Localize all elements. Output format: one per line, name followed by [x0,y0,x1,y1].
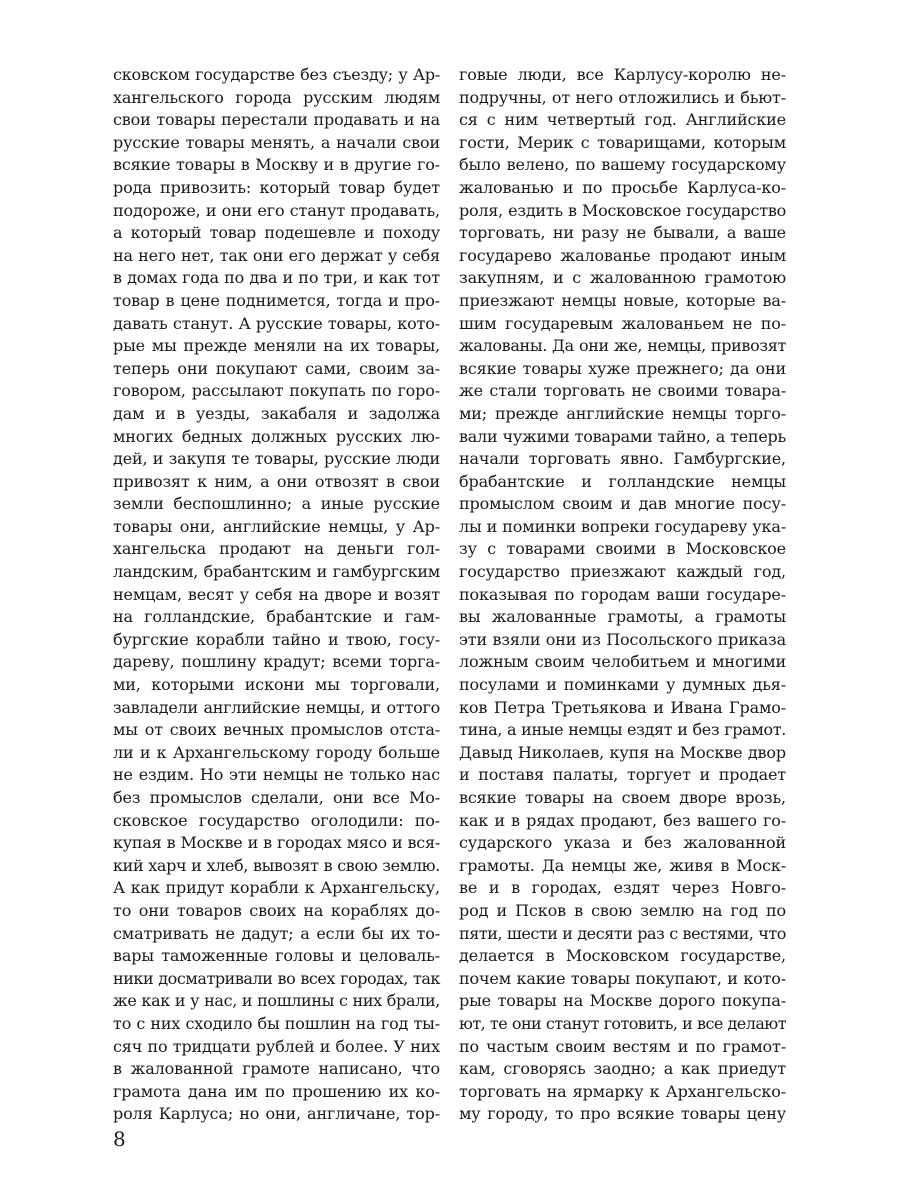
text-line: брабантские и голландские немцы [459,471,786,491]
text-line: гости, Мерик с товарищами, которым [459,132,786,152]
text-line: рые мы прежде меняли на их товары, [113,336,440,356]
text-line: рода привозить: который товар будет [113,177,440,197]
text-line: торговать, ни разу не бывали, а ваше [459,223,786,243]
text-line: русские товары менять, а начали свои [113,132,440,152]
text-line: А как придут корабли к Архангельску, [113,878,440,898]
page-number: 8 [113,1127,126,1151]
text-line: ми, которыми искони мы торговали, [113,675,440,695]
text-line: роля, ездить в Московское государство [459,200,786,220]
text-line: ют, те они станут готовить, и все делают [459,1013,786,1033]
text-line: промыслом своим и дав многие посу- [459,494,786,514]
text-line: вали чужими товарами тайно, а теперь [459,426,786,446]
text-line: хангельска продают на деньги гол- [113,539,440,559]
text-line: многих бедных должных русских лю- [113,426,440,446]
text-line: пяти, шести и десяти раз с вестями, что [459,923,786,943]
text-line: ве и в городах, ездят через Новго- [459,878,786,898]
text-line: не ездим. Но эти немцы не только нас [113,765,440,785]
text-line: давать станут. А русские товары, кото- [113,313,440,333]
text-line: вары таможенные головы и целоваль- [113,946,440,966]
text-line: мы от своих вечных промыслов отста- [113,720,440,740]
text-line: ков Петра Третьякова и Ивана Грамо- [459,697,786,717]
text-line: ландским, брабантским и гамбургским [113,562,440,582]
text-line: теперь они покупают сами, своим за- [113,358,440,378]
text-line: дареву, пошлину крадут; всеми торга- [113,652,440,672]
text-line: делается в Московском государстве, [459,946,786,966]
text-line: то они товаров своих на кораблях до- [113,900,440,920]
text-line: показывая по городам ваши государе- [459,584,786,604]
text-line: по частым своим вестям и по грамот- [459,1036,786,1056]
text-line: рые товары на Москве дорого покупа- [459,991,786,1011]
text-line: товар в цене поднимется, тогда и про- [113,290,440,310]
text-line: сяч по тридцати рублей и более. У них [113,1036,440,1056]
text-line: зу с товарами своими в Московское [459,539,786,559]
text-line: подороже, и они его станут продавать, [113,200,440,220]
text-line: роля Карлуса; но они, англичане, тор- [113,1104,440,1124]
text-line: же как и у нас, и пошлины с них брали, [113,991,440,1011]
text-line: на него нет, так они его держат у себя [113,245,440,265]
text-line: кий харч и хлеб, вывозят в свою землю. [113,855,440,875]
text-line: сударского указа и без жалованной [459,833,786,853]
text-line: и поставя палаты, торгует и продает [459,765,786,785]
text-line: лы и поминки вопреки государеву ука- [459,516,786,536]
text-line: кам, сговорясь заодно; а как приедут [459,1059,786,1079]
text-line: почем какие товары покупают, и кото- [459,968,786,988]
text-line: ники досматривали во всех городах, так [113,968,440,988]
text-line: дей, и закупя те товары, русские люди [113,449,440,469]
text-line: было велено, по вашему государскому [459,155,786,175]
text-line: всякие товары в Москву и в другие го- [113,155,440,175]
text-line: ми; прежде английские немцы торго- [459,403,786,423]
text-line: земли беспошлинно; а иные русские [113,494,440,514]
text-line: как и в рядах продают, без вашего го- [459,810,786,830]
text-line: жалованью и по просьбе Карлуса-ко- [459,177,786,197]
text-line: ложным своим челобитьем и многими [459,652,786,672]
text-line: закупням, и с жалованною грамотою [459,268,786,288]
text-line: ся с ним четвертый год. Английские [459,110,786,130]
text-line: дам и в уезды, закабаля и задолжа [113,403,440,423]
text-line: свои товары перестали продавать и на [113,110,440,130]
text-line: в жалованной грамоте написано, что [113,1059,440,1079]
text-line: то с них сходило бы пошлин на год ты- [113,1013,440,1033]
text-line: говором, рассылают покупать по горо- [113,381,440,401]
text-line: ли и к Архангельскому городу больше [113,742,440,762]
text-line: говые люди, все Карлусу-королю не- [459,65,786,84]
text-line: приезжают немцы новые, которые ва- [459,290,786,310]
text-line: без промыслов сделали, они все Мо- [113,788,440,807]
text-line: жалованы. Да они же, немцы, привозят [459,336,786,356]
text-line: сматривать не дадут; а если бы их то- [113,923,440,943]
text-line: государево жалованье продают иным [459,245,786,265]
text-line: грамоты. Да немцы же, живя в Моск- [459,855,786,875]
text-line: сковское государство оголодили: по- [113,810,440,830]
text-line: подручны, от него отложились и бьют- [459,87,786,107]
text-line: род и Псков в свою землю на год по [459,900,786,920]
text-line: всякие товары хуже прежнего; да они [459,358,786,378]
text-line: государство приезжают каждый год, [459,562,786,582]
text-line: же стали торговать не своими товара- [459,381,786,401]
text-line: на голландские, брабантские и гам- [113,607,440,627]
left-text-column [113,64,440,1126]
text-line: му городу, то про всякие товары цену [459,1104,786,1124]
text-line: хангельского города русским людям [113,87,440,107]
text-line: привозят к ним, а они отвозят в свои [113,471,440,491]
text-line: Давыд Николаев, купя на Москве двор [459,742,786,762]
text-line: торговать на ярмарку к Архангельско- [459,1081,786,1101]
text-line: немцам, весят у себя на дворе и возят [113,584,440,604]
text-line: товары они, английские немцы, у Ар- [113,516,440,536]
text-line: в домах года по два и по три, и как тот [113,268,440,288]
text-line: сковском государстве без съезду; у Ар- [113,65,440,84]
text-line: всякие товары на своем дворе врозь, [459,788,786,807]
text-line: грамота дана им по прошению их ко- [113,1081,440,1101]
text-line: посулами и поминками у думных дья- [459,675,786,695]
text-line: эти взяли они из Посольского приказа [459,629,786,649]
text-line: завладели английские немцы, и оттого [113,697,440,717]
text-line: тина, а иные немцы ездят и без грамот. [459,720,786,740]
text-line: начали торговать явно. Гамбургские, [459,449,786,469]
text-line: шим государевым жалованьем не по- [459,313,786,333]
text-line: а который товар подешевле и походу [113,223,440,243]
right-text-column [459,64,786,1126]
text-line: купая в Москве и в городах мясо и вся- [113,833,440,853]
text-line: вы жалованные грамоты, а грамоты [459,607,786,627]
text-line: бургские корабли тайно и твою, госу- [113,629,440,649]
